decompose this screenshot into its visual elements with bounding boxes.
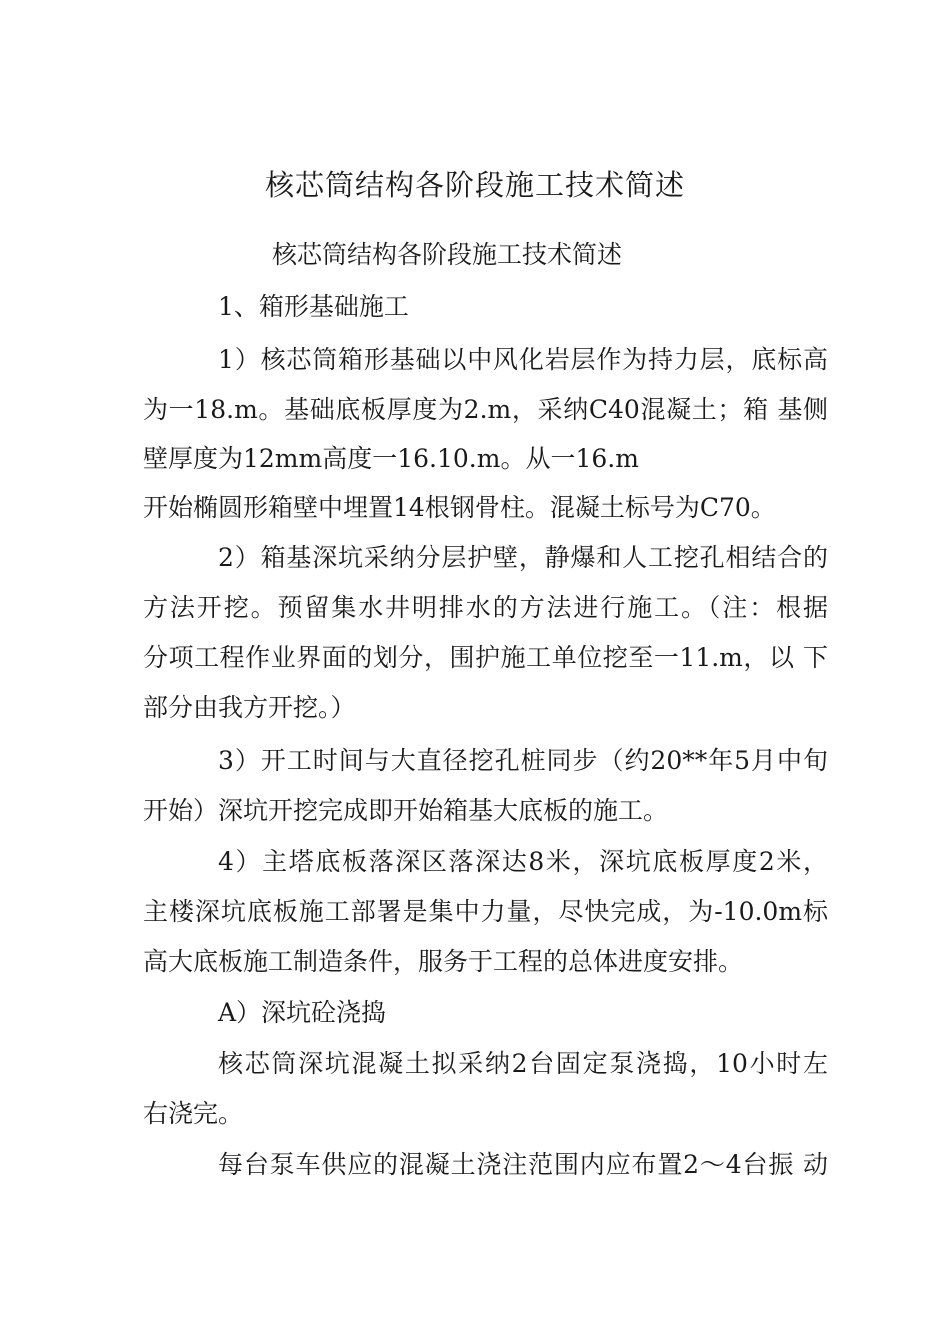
paragraph-line: 2）箱基深坑采纳分层护壁，静爆和人工挖孔相结合的 bbox=[218, 543, 828, 572]
paragraph-line: 高大底板施工制造条件，服务于工程的总体进度安排。 bbox=[143, 947, 744, 976]
subsection-heading: A）深坑砼浇捣 bbox=[218, 998, 387, 1027]
paragraph-line: 主楼深坑底板施工部署是集中力量，尽快完成，为-10.0m标 bbox=[143, 897, 828, 926]
document-subtitle: 核芯筒结构各阶段施工技术简述 bbox=[272, 240, 623, 269]
paragraph-line: 分项工程作业界面的划分，围护施工单位挖至一11.m，以 下 bbox=[143, 643, 828, 672]
paragraph-line: 3）开工时间与大直径挖孔桩同步（约20**年5月中旬 bbox=[218, 746, 828, 775]
paragraph-line: 开始椭圆形箱壁中埋置14根钢骨柱。混凝土标号为C70。 bbox=[143, 493, 776, 522]
document-title: 核芯筒结构各阶段施工技术简述 bbox=[264, 168, 685, 202]
paragraph-line: 壁厚度为12mm高度一16.10.m。从一16.m bbox=[143, 444, 639, 473]
paragraph-line: 每台泵车供应的混凝土浇注范围内应布置2〜4台振 动 bbox=[218, 1150, 828, 1179]
paragraph-line: 1）核芯筒箱形基础以中风化岩层作为持力层，底标高 bbox=[218, 345, 828, 374]
paragraph-line: 右浇完。 bbox=[143, 1099, 244, 1128]
paragraph-line: 方法开挖。预留集水井明排水的方法进行施工。（注：根据 bbox=[143, 593, 828, 622]
paragraph-line: 核芯筒深坑混凝土拟采纳2台固定泵浇捣，10小时左 bbox=[218, 1049, 828, 1078]
paragraph-line: 开始）深坑开挖完成即开始箱基大底板的施工。 bbox=[143, 796, 669, 825]
paragraph-line: 4）主塔底板落深区落深达8米，深坑底板厚度2米， bbox=[218, 847, 828, 876]
paragraph-line: 为一18.m。基础底板厚度为2.m，采纳C40混凝土；箱 基侧 bbox=[143, 395, 828, 424]
paragraph-line: 部分由我方开挖。） bbox=[143, 693, 356, 722]
section-heading: 1、箱形基础施工 bbox=[218, 292, 409, 321]
